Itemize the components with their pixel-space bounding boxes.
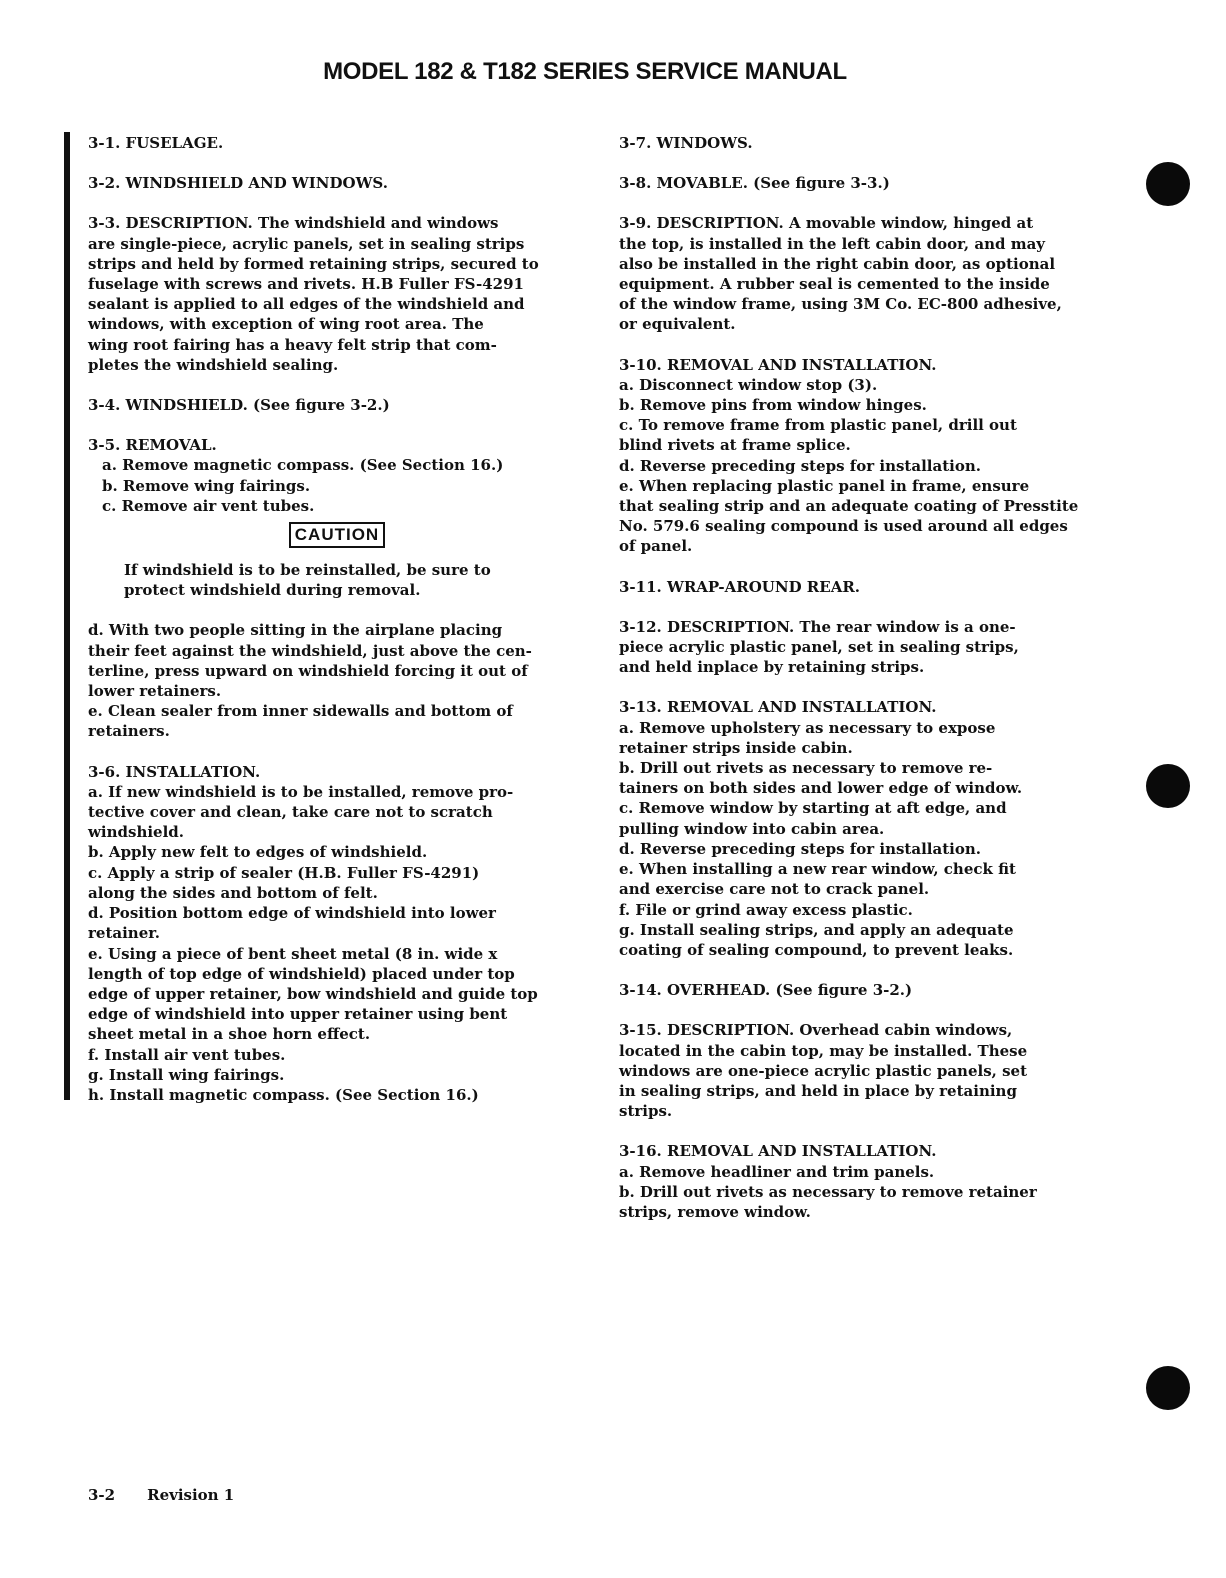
text-line: If windshield is to be reinstalled, be sure to — [124, 561, 491, 580]
page-number: 3-2 — [88, 1486, 116, 1504]
text-line: b. Drill out rivets as necessary to remove re- — [619, 759, 993, 778]
section-3-13-heading: 3-13. REMOVAL AND INSTALLATION. — [619, 698, 937, 717]
right-column — [619, 133, 1103, 1242]
text-line: retainer strips inside cabin. — [619, 738, 853, 757]
text-line: windows are one-piece acrylic plastic panels, set — [619, 1061, 1028, 1080]
section-3-4-heading: 3-4. WINDSHIELD. (See figure 3-2.) — [88, 396, 390, 415]
text-line: tainers on both sides and lower edge of window. — [619, 779, 1023, 798]
text-line: d. With two people sitting in the airplane placing — [88, 621, 503, 640]
text-line: equipment. A rubber seal is cemented to the inside — [619, 275, 1050, 294]
section-3-5-list — [88, 455, 566, 516]
text-line: 3-3. DESCRIPTION. The windshield and windows — [88, 214, 499, 233]
section-3-5-continued — [88, 620, 566, 741]
text-line: strips. — [619, 1102, 673, 1121]
section-3-6-heading: 3-6. INSTALLATION. — [88, 762, 261, 781]
text-line: e. Clean sealer from inner sidewalls and bottom of — [88, 702, 513, 721]
text-line: sheet metal in a shoe horn effect. — [88, 1025, 371, 1044]
text-line: along the sides and bottom of felt. — [88, 883, 378, 902]
text-line: d. Reverse preceding steps for installation. — [619, 839, 981, 858]
text-line: g. Install sealing strips, and apply an adequate — [619, 920, 1014, 939]
section-3-13-list — [619, 718, 1103, 960]
section-3-8-heading: 3-8. MOVABLE. (See figure 3-3.) — [619, 174, 890, 193]
binder-hole — [1146, 162, 1190, 206]
text-line: of the window frame, using 3M Co. EC-800 adhesive, — [619, 295, 1062, 314]
text-line: a. Remove headliner and trim panels. — [619, 1162, 935, 1181]
text-line: sealant is applied to all edges of the windshield and — [88, 295, 525, 314]
text-line: c. Remove air vent tubes. — [102, 496, 315, 515]
text-line: strips and held by formed retaining strips, secured to — [88, 254, 539, 273]
text-line: located in the cabin top, may be installed. These — [619, 1041, 1028, 1060]
text-line: wing root fairing has a heavy felt strip that com- — [88, 335, 497, 354]
text-line: terline, press upward on windshield forcing it out of — [88, 661, 528, 680]
text-line: windows, with exception of wing root area. The — [88, 315, 484, 334]
text-line: tective cover and clean, take care not to scratch — [88, 803, 493, 822]
section-3-9-paragraph — [619, 213, 1103, 334]
text-line: 3-9. DESCRIPTION. A movable window, hinged at — [619, 214, 1034, 233]
section-3-5-heading: 3-5. REMOVAL. — [88, 436, 217, 455]
text-line: a. Remove upholstery as necessary to expose — [619, 718, 996, 737]
section-3-10-heading: 3-10. REMOVAL AND INSTALLATION. — [619, 355, 937, 374]
section-3-16-heading: 3-16. REMOVAL AND INSTALLATION. — [619, 1142, 937, 1161]
text-line: b. Drill out rivets as necessary to remove retainer — [619, 1182, 1037, 1201]
text-line: protect windshield during removal. — [124, 581, 421, 600]
section-3-12-paragraph — [619, 617, 1103, 678]
text-line: c. To remove frame from plastic panel, drill out — [619, 416, 1017, 435]
text-line: piece acrylic plastic panel, set in sealing strips, — [619, 638, 1019, 657]
text-line: also be installed in the right cabin door, as optional — [619, 254, 1056, 273]
page-footer — [88, 1486, 234, 1504]
caution-note — [124, 560, 566, 600]
text-line: length of top edge of windshield) placed under top — [88, 964, 515, 983]
section-3-7-heading: 3-7. WINDOWS. — [619, 134, 753, 152]
page-title: MODEL 182 & T182 SERIES SERVICE MANUAL — [323, 58, 847, 85]
text-line: No. 579.6 sealing compound is used around all edges — [619, 517, 1068, 536]
text-line: of panel. — [619, 537, 693, 556]
text-line: c. Remove window by starting at aft edge, and — [619, 799, 1007, 818]
text-line: their feet against the windshield, just above the cen- — [88, 641, 532, 660]
text-line: windshield. — [88, 823, 185, 842]
text-line: b. Remove pins from window hinges. — [619, 396, 927, 415]
text-line: lower retainers. — [88, 682, 222, 701]
binder-hole — [1146, 764, 1190, 808]
caution-label: CAUTION — [289, 522, 385, 548]
text-line: retainers. — [88, 722, 170, 741]
section-3-1-heading: 3-1. FUSELAGE. — [88, 134, 224, 152]
text-line: coating of sealing compound, to prevent leaks. — [619, 940, 1014, 959]
text-line: that sealing strip and an adequate coating of Presstite — [619, 497, 1079, 516]
text-line: are single-piece, acrylic panels, set in sealing strips — [88, 234, 525, 253]
text-line: or equivalent. — [619, 315, 736, 334]
text-line: e. When installing a new rear window, check fit — [619, 860, 1016, 879]
section-3-10-list — [619, 375, 1103, 557]
section-3-11-heading: 3-11. WRAP-AROUND REAR. — [619, 577, 861, 596]
section-3-3-paragraph — [88, 213, 566, 375]
text-line: in sealing strips, and held in place by retaining — [619, 1081, 1017, 1100]
text-line: e. Using a piece of bent sheet metal (8 in. wide x — [88, 944, 498, 963]
text-line: 3-15. DESCRIPTION. Overhead cabin windows, — [619, 1021, 1013, 1040]
text-line: retainer. — [88, 924, 160, 943]
left-column — [88, 133, 566, 1125]
text-line: f. File or grind away excess plastic. — [619, 900, 913, 919]
binder-hole — [1146, 1366, 1190, 1410]
section-3-16-list — [619, 1162, 1103, 1223]
text-line: fuselage with screws and rivets. H.B Fuller FS-4291 — [88, 275, 524, 294]
text-line: blind rivets at frame splice. — [619, 436, 851, 455]
caution-box — [88, 522, 566, 548]
section-3-14-heading: 3-14. OVERHEAD. (See figure 3-2.) — [619, 981, 913, 1000]
text-line: a. Disconnect window stop (3). — [619, 375, 878, 394]
text-line: c. Apply a strip of sealer (H.B. Fuller FS-4291) — [88, 863, 480, 882]
text-line: edge of upper retainer, bow windshield and guide top — [88, 984, 538, 1003]
text-line: d. Reverse preceding steps for installation. — [619, 456, 981, 475]
text-line: pulling window into cabin area. — [619, 819, 885, 838]
revision-label: Revision 1 — [147, 1486, 235, 1504]
text-line: b. Apply new felt to edges of windshield. — [88, 843, 428, 862]
text-line: and held inplace by retaining strips. — [619, 658, 925, 677]
text-line: the top, is installed in the left cabin door, and may — [619, 234, 1046, 253]
text-line: and exercise care not to crack panel. — [619, 880, 930, 899]
text-line: b. Remove wing fairings. — [102, 476, 311, 495]
text-line: 3-12. DESCRIPTION. The rear window is a one- — [619, 617, 1016, 636]
section-3-15-paragraph — [619, 1020, 1103, 1121]
text-line: d. Position bottom edge of windshield into lower — [88, 904, 496, 923]
section-3-6-list — [88, 782, 566, 1105]
text-line: g. Install wing fairings. — [88, 1065, 285, 1084]
revision-bar — [64, 132, 70, 1100]
section-3-2-heading: 3-2. WINDSHIELD AND WINDOWS. — [88, 174, 388, 193]
text-line: strips, remove window. — [619, 1202, 811, 1221]
text-line: edge of windshield into upper retainer using bent — [88, 1005, 508, 1024]
text-line: a. If new windshield is to be installed, remove pro- — [88, 782, 514, 801]
text-line: a. Remove magnetic compass. (See Section 16.) — [102, 456, 504, 475]
text-line: h. Install magnetic compass. (See Section 16.) — [88, 1085, 479, 1104]
text-line: e. When replacing plastic panel in frame, ensure — [619, 476, 1030, 495]
text-line: pletes the windshield sealing. — [88, 355, 339, 374]
text-line: f. Install air vent tubes. — [88, 1045, 286, 1064]
